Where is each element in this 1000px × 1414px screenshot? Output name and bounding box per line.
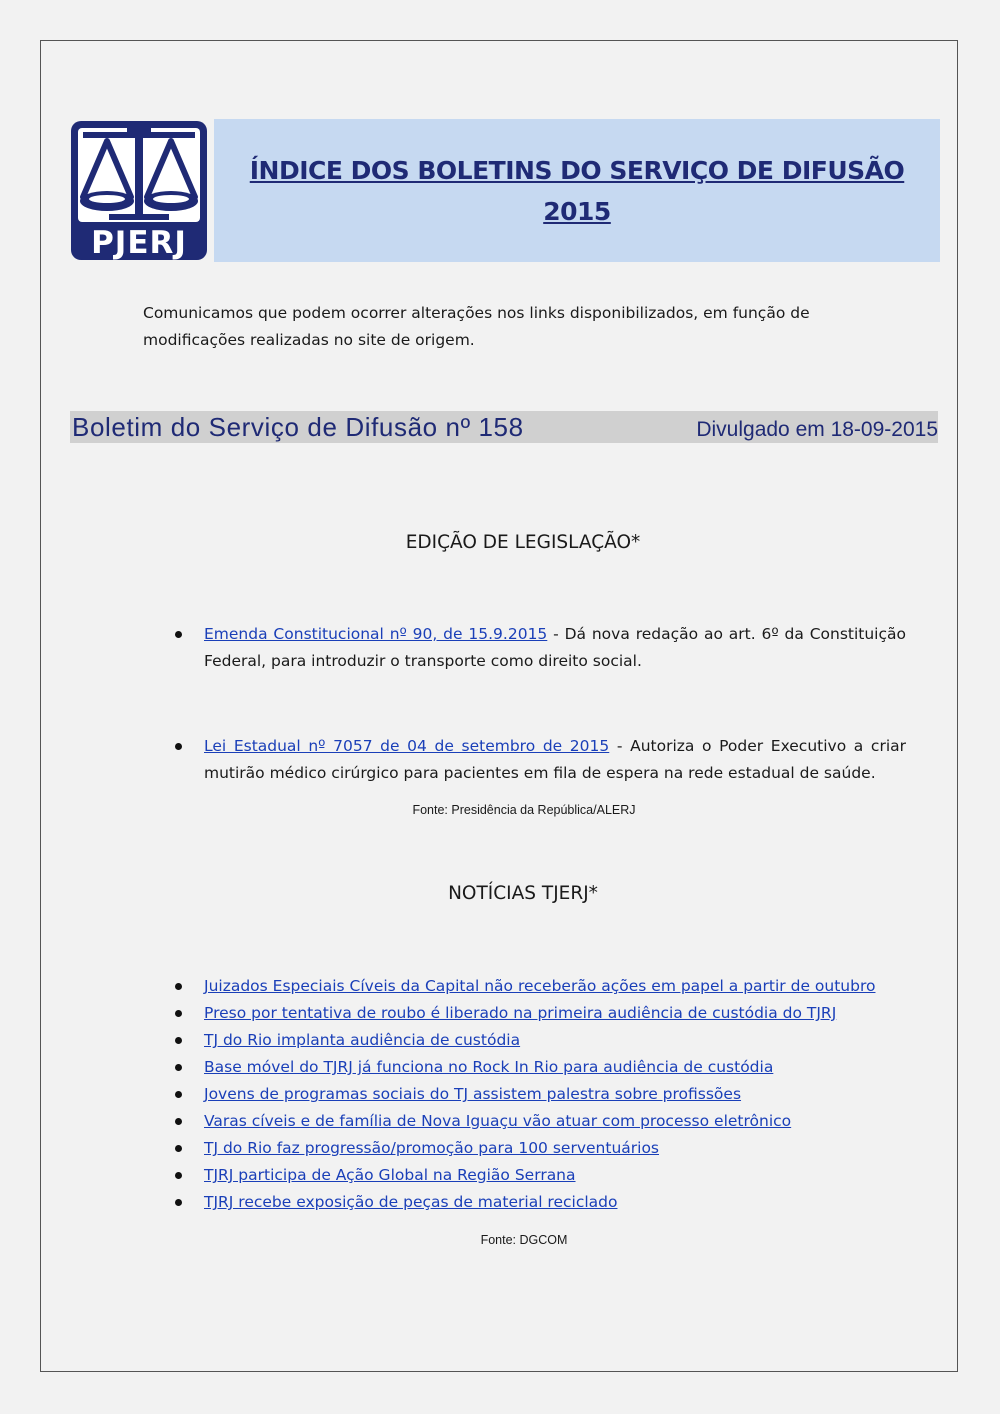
boletim-title: Boletim do Serviço de Difusão nº 158	[72, 412, 524, 442]
page-title: ÍNDICE DOS BOLETINS DO SERVIÇO DE DIFUSÃO	[249, 155, 905, 185]
news-source: Fonte: DGCOM	[480, 1233, 568, 1247]
news-heading: NOTÍCIAS TJERJ*	[448, 883, 598, 904]
legislation-description: - Dá nova redação ao art. 6º da Constituição Federal, para introduzir o transporte como direito social.	[204, 625, 906, 670]
news-link[interactable]: Varas cíveis e de família de Nova Iguaçu vão atuar com processo eletrônico	[204, 1112, 792, 1130]
bullet-icon	[175, 631, 182, 638]
page-title-year: 2015	[543, 196, 611, 226]
list-item	[204, 1027, 944, 1054]
list-item	[204, 1000, 944, 1027]
bullet-icon	[175, 1010, 182, 1017]
legislation-source: Fonte: Presidência da República/ALERJ	[412, 803, 636, 817]
notice-text: Comunicamos que podem ocorrer alterações nos links disponibilizados, em função de modificações realizadas no site de origem.	[143, 304, 810, 349]
news-link[interactable]: TJRJ participa de Ação Global na Região Serrana	[204, 1166, 576, 1184]
boletim-date: Divulgado em 18-09-2015	[696, 418, 938, 441]
bullet-icon	[175, 1091, 182, 1098]
list-item	[204, 1081, 944, 1108]
bullet-icon	[175, 1037, 182, 1044]
news-link[interactable]: Juizados Especiais Cíveis da Capital não receberão ações em papel a partir de outubro	[204, 977, 876, 995]
bullet-icon	[175, 983, 182, 990]
bullet-icon	[175, 743, 182, 750]
list-item	[204, 1054, 944, 1081]
news-list	[204, 973, 944, 1216]
bullet-icon	[175, 1172, 182, 1179]
list-item	[204, 1162, 944, 1189]
news-link[interactable]: TJRJ recebe exposição de peças de material reciclado	[204, 1193, 618, 1211]
scales-of-justice-icon	[69, 119, 209, 262]
legislation-link[interactable]: Emenda Constitucional nº 90, de 15.9.2015	[204, 625, 548, 643]
legislation-item	[204, 733, 906, 787]
bullet-icon	[175, 1118, 182, 1125]
boletim-bar	[70, 411, 938, 443]
bullet-icon	[175, 1145, 182, 1152]
bullet-icon	[175, 1199, 182, 1206]
news-link[interactable]: Preso por tentativa de roubo é liberado na primeira audiência de custódia do TJRJ	[204, 1004, 837, 1022]
legislation-heading: EDIÇÃO DE LEGISLAÇÃO*	[405, 532, 641, 553]
list-item	[204, 973, 944, 1000]
news-link[interactable]: Base móvel do TJRJ já funciona no Rock In Rio para audiência de custódia	[204, 1058, 774, 1076]
legislation-link[interactable]: Lei Estadual nº 7057 de 04 de setembro de 2015	[204, 737, 610, 755]
pjerj-logo	[69, 119, 209, 262]
list-item	[204, 1108, 944, 1135]
list-item	[204, 1189, 944, 1216]
list-item	[204, 1135, 944, 1162]
legislation-description: - Autoriza o Poder Executivo a criar mutirão médico cirúrgico para pacientes em fila de espera na rede estadual de saúde.	[204, 737, 906, 782]
logo-text: PJERJ	[91, 225, 187, 261]
news-link[interactable]: TJ do Rio implanta audiência de custódia	[204, 1031, 521, 1049]
header-banner	[214, 119, 940, 262]
legislation-item	[204, 621, 906, 675]
bullet-icon	[175, 1064, 182, 1071]
news-link[interactable]: Jovens de programas sociais do TJ assistem palestra sobre profissões	[204, 1085, 742, 1103]
news-link[interactable]: TJ do Rio faz progressão/promoção para 100 serventuários	[204, 1139, 660, 1157]
